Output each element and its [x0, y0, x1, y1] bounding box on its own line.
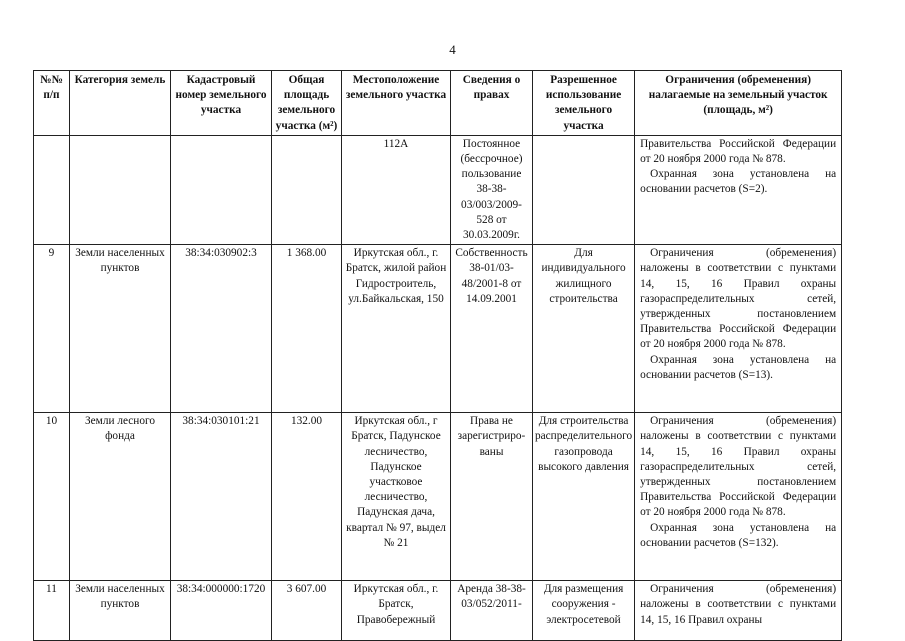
cell-category: Земли населенных пунктов	[70, 245, 171, 413]
header-category: Категория земель	[70, 71, 171, 136]
cell-number	[34, 135, 70, 244]
table-row	[34, 413, 842, 581]
cell-location: Иркутская обл., г. Братск, жилой район Гидростроитель, ул.Байкальская, 150	[342, 245, 451, 413]
cell-rights: Аренда 38-38-03/052/2011-	[451, 581, 533, 641]
protection-zone-text: Охранная зона установлена на основании расчетов (S=132).	[640, 521, 837, 549]
land-plots-table	[33, 70, 842, 641]
cell-rights: Постоянное (бессрочное) пользование 38-38-03/003/2009-528 от 30.03.2009г.	[451, 135, 533, 244]
header-cadastral: Кадастровый номер земельного участка	[171, 71, 272, 136]
restrictions-text: Ограничения (обременения) наложены в соответствии с пунктами 14, 15, 16 Правил охраны газораспределительных сетей, утвержденных постановлением Правительства Российской Федерации от 20 ноября 2000 года № 878.	[640, 415, 837, 519]
cell-area	[272, 135, 342, 244]
cell-number: 10	[34, 413, 70, 581]
cell-category: Земли населенных пунктов	[70, 581, 171, 641]
header-number: №№ п/п	[34, 71, 70, 136]
cell-category: Земли лесного фонда	[70, 413, 171, 581]
cell-use: Для строительства распределительного газопровода высокого давления	[533, 413, 635, 581]
table-row	[34, 135, 842, 244]
cell-number: 11	[34, 581, 70, 641]
cell-cadastral: 38:34:000000:1720	[171, 581, 272, 641]
restrictions-text: Ограничения (обременения) наложены в соответствии с пунктами 14, 15, 16 Правил охраны	[640, 583, 837, 626]
cell-area: 3 607.00	[272, 581, 342, 641]
header-use: Разрешенное использование земельного участка	[533, 71, 635, 136]
cell-location: Иркутская обл., г Братск, Падунское лесничество, Падунское участковое лесничество, Падунская дача, квартал № 97, выдел № 21	[342, 413, 451, 581]
cell-use: Для размещения сооружения - электросетевой	[533, 581, 635, 641]
header-location: Местоположение земельного участка	[342, 71, 451, 136]
cell-cadastral: 38:34:030902:3	[171, 245, 272, 413]
cell-location: Иркутская обл., г. Братск, Правобережный	[342, 581, 451, 641]
cell-rights: Права не зарегистриро-ваны	[451, 413, 533, 581]
table-row	[34, 581, 842, 641]
cell-area: 132.00	[272, 413, 342, 581]
table-row	[34, 245, 842, 413]
cell-cadastral	[171, 135, 272, 244]
cell-cadastral: 38:34:030101:21	[171, 413, 272, 581]
header-rights: Сведения о правах	[451, 71, 533, 136]
cell-use: Для индивидуального жилищного строительства	[533, 245, 635, 413]
header-area: Общая площадь земельного участка (м²)	[272, 71, 342, 136]
page-number: 4	[449, 42, 456, 57]
cell-restrictions	[635, 135, 842, 244]
restrictions-text: Правительства Российской Федерации от 20 ноября 2000 года № 878.	[640, 137, 837, 166]
protection-zone-text: Охранная зона установлена на основании расчетов (S=13).	[640, 353, 837, 381]
cell-location: 112А	[342, 135, 451, 244]
cell-number: 9	[34, 245, 70, 413]
protection-zone-text: Охранная зона установлена на основании расчетов (S=2).	[640, 168, 837, 196]
cell-area: 1 368.00	[272, 245, 342, 413]
cell-restrictions	[635, 245, 842, 413]
cell-use	[533, 135, 635, 244]
cell-restrictions	[635, 581, 842, 641]
cell-category	[70, 135, 171, 244]
table-header-row	[34, 71, 842, 136]
header-restrictions: Ограничения (обременения) налагаемые на земельный участок (площадь, м²)	[635, 71, 842, 136]
restrictions-text: Ограничения (обременения) наложены в соответствии с пунктами 14, 15, 16 Правил охраны газораспределительных сетей, утвержденных постановлением Правительства Российской Федерации от 20 ноября 2000 года № 878.	[640, 247, 837, 351]
cell-restrictions	[635, 413, 842, 581]
cell-rights: Собственность 38-01/03-48/2001-8 от 14.09.2001	[451, 245, 533, 413]
